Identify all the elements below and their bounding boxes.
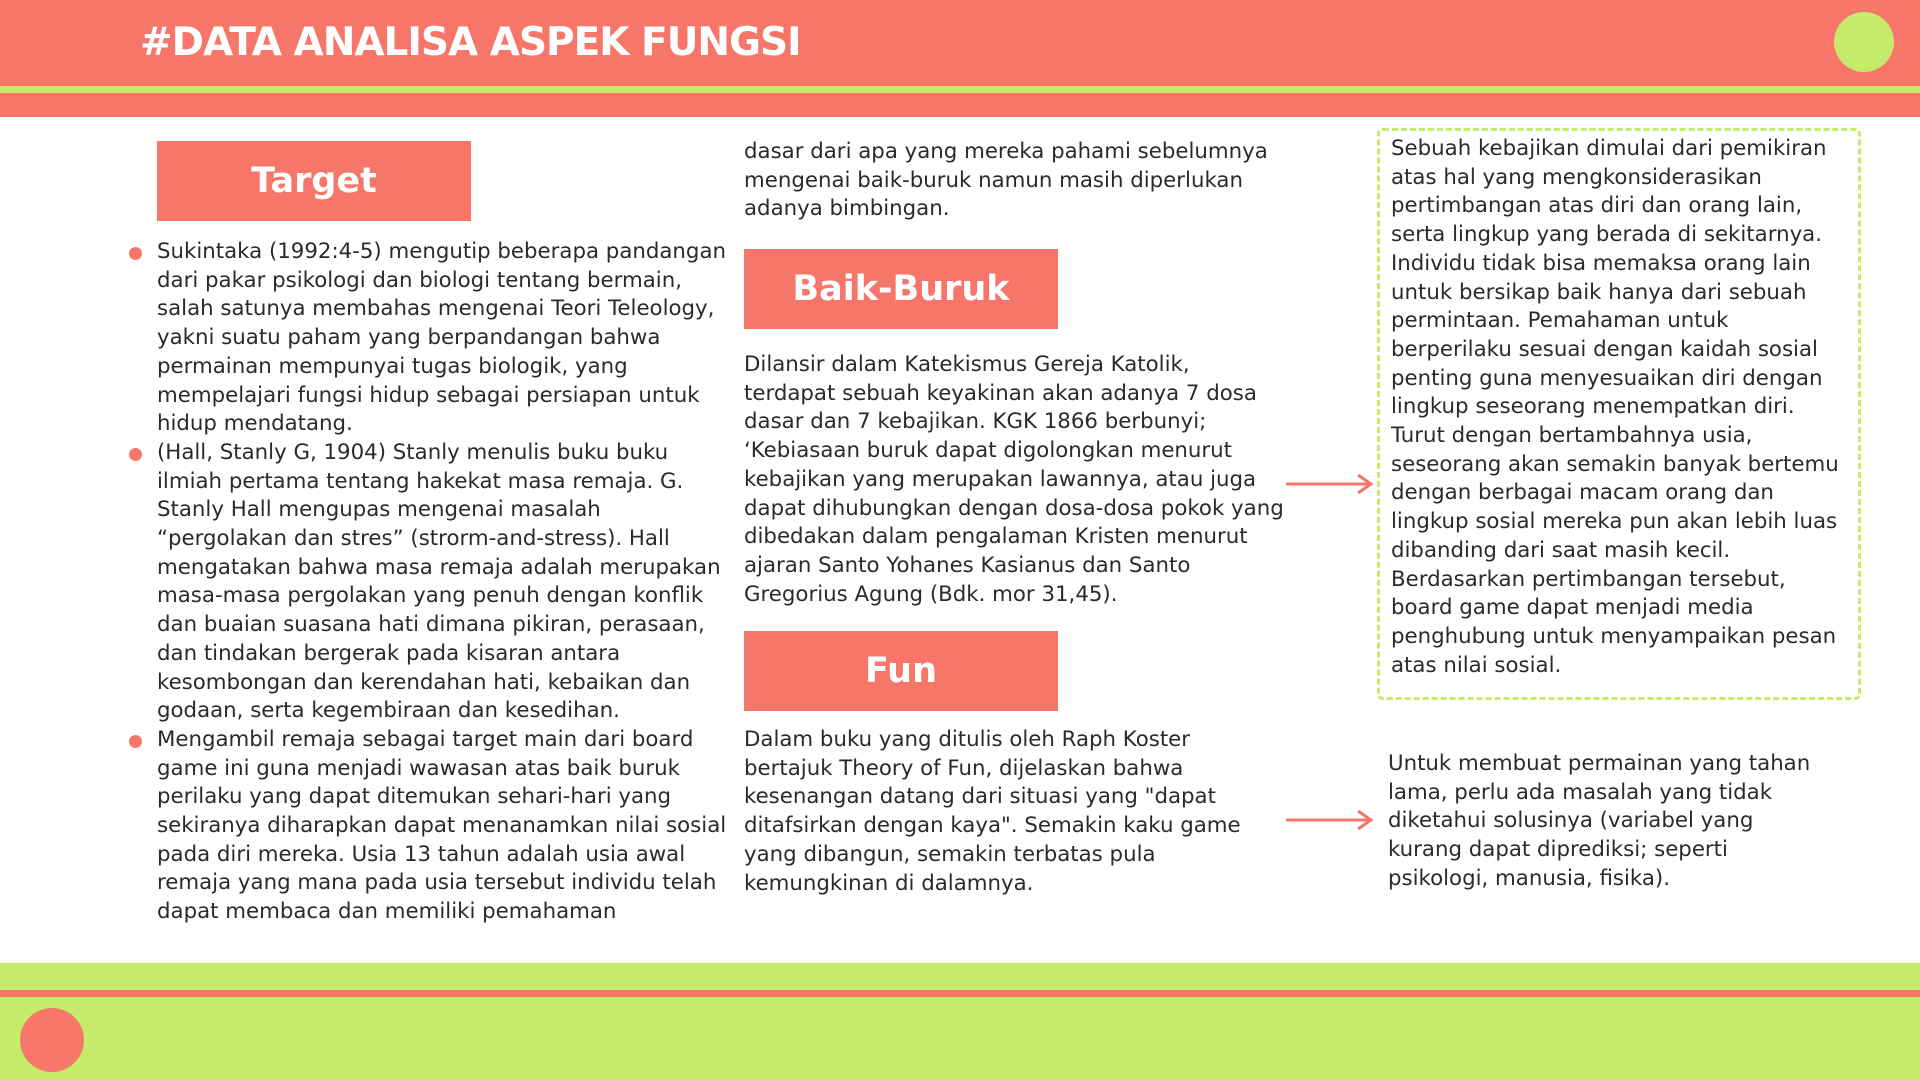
decorative-dot-bottom — [20, 1008, 84, 1072]
arrow-right-icon — [1284, 808, 1376, 832]
target-heading-label: Target — [251, 161, 377, 201]
arrow-right-icon — [1284, 472, 1376, 496]
header-stripe — [0, 86, 1920, 93]
target-bullet-text: Mengambil remaja sebagai target main dari board game ini guna menjadi wawasan atas baik buruk perilaku yang dapat ditemukan sehari-hari yang sekiranya diharapkan dapat menanamkan nilai sosial pada diri mereka. Usia 13 tahun adalah usia awal remaja yang mana pada usia tersebut individu telah dapat membaca dan memiliki pemahaman — [157, 726, 727, 925]
fun-heading-label: Fun — [865, 651, 937, 691]
decorative-dot-top — [1834, 12, 1894, 72]
fun-heading — [744, 631, 1058, 711]
baik-buruk-heading — [744, 249, 1058, 329]
list-item — [157, 238, 727, 439]
page-title: #DATA ANALISA ASPEK FUNGSI — [140, 20, 801, 65]
fun-text: Dalam buku yang ditulis oleh Raph Koster bertajuk Theory of Fun, dijelaskan bahwa kesenangan datang dari situasi yang "dapat ditafsirkan dengan kaya". Semakin kaku game yang dibangun, semakin terbatas pula kemungkinan di dalamnya. — [744, 727, 1241, 896]
baik-buruk-text: Dilansir dalam Katekismus Gereja Katolik, terdapat sebuah keyakinan akan adanya 7 dosa dasar dan 7 kebajikan. KGK 1866 berbunyi; ‘Kebiasaan buruk dapat digolongkan menurut kebajikan yang merupakan lawannya, atau juga dapat dihubungkan dengan dosa-dosa pokok yang dibedakan dalam pengalaman Kristen menurut ajaran Santo Yohanes Kasianus dan Santo Gregorius Agung (Bdk. mor 31,45). — [744, 352, 1284, 607]
target-continuation-text: dasar dari apa yang mereka pahami sebelumnya mengenai baik-buruk namun masih diperlukan adanya bimbingan. — [744, 139, 1268, 222]
target-bullet-text: (Hall, Stanly G, 1904) Stanly menulis buku buku ilmiah pertama tentang hakekat masa remaja. G. Stanly Hall mengupas mengenai masalah “pergolakan dan stres” (strorm-and-stress). Hall mengatakan bahwa masa remaja adalah merupakan masa-masa pergolakan yang penuh dengan konflik dan buaian suasana hati dimana pikiran, perasaan, dan tindakan bergerak pada kisaran antara kesombongan dan kerendahan hati, kebaikan dan godaan, serta kegembiraan dan kesedihan. — [157, 439, 721, 724]
footer-band — [0, 963, 1920, 1080]
baik-buruk-heading-label: Baik-Buruk — [792, 269, 1010, 309]
bullet-icon — [129, 247, 142, 260]
conclusion-baik-buruk-text: Sebuah kebajikan dimulai dari pemikiran atas hal yang mengkonsiderasikan pertimbangan atas diri dan orang lain, serta lingkup yang berada di sekitarnya. Individu tidak bisa memaksa orang lain untuk bersikap baik hanya dari sebuah permintaan. Pemahaman untuk berperilaku sesuai dengan kaidah sosial penting guna menyesuaikan diri dengan lingkup seseorang menempatkan diri. Turut dengan bertambahnya usia, seseorang akan semakin banyak bertemu dengan berbagai macam orang dan lingkup sosial mereka pun akan lebih luas dibanding dari saat masih kecil. Berdasarkan pertimbangan tersebut, board game dapat menjadi media penghubung untuk menyampaikan pesan atas nilai sosial. — [1391, 136, 1839, 678]
target-heading — [157, 141, 471, 221]
footer-stripe — [0, 990, 1920, 997]
bullet-icon — [129, 448, 142, 461]
list-item — [157, 439, 727, 726]
list-item — [157, 726, 727, 927]
target-bullet-text: Sukintaka (1992:4-5) mengutip beberapa pandangan dari pakar psikologi dan biologi tentang bermain, salah satunya membahas mengenai Teori Teleology, yakni suatu paham yang berpandangan bahwa permainan mempunyai tugas biologik, yang mempelajari fungsi hidup sebagai persiapan untuk hidup mendatang. — [157, 239, 726, 437]
target-bullet-list — [157, 238, 727, 927]
bullet-icon — [129, 735, 142, 748]
conclusion-fun-text: Untuk membuat permainan yang tahan lama, perlu ada masalah yang tidak diketahui solusinya (variabel yang kurang dapat diprediksi; seperti psikologi, manusia, fisika). — [1388, 751, 1811, 891]
